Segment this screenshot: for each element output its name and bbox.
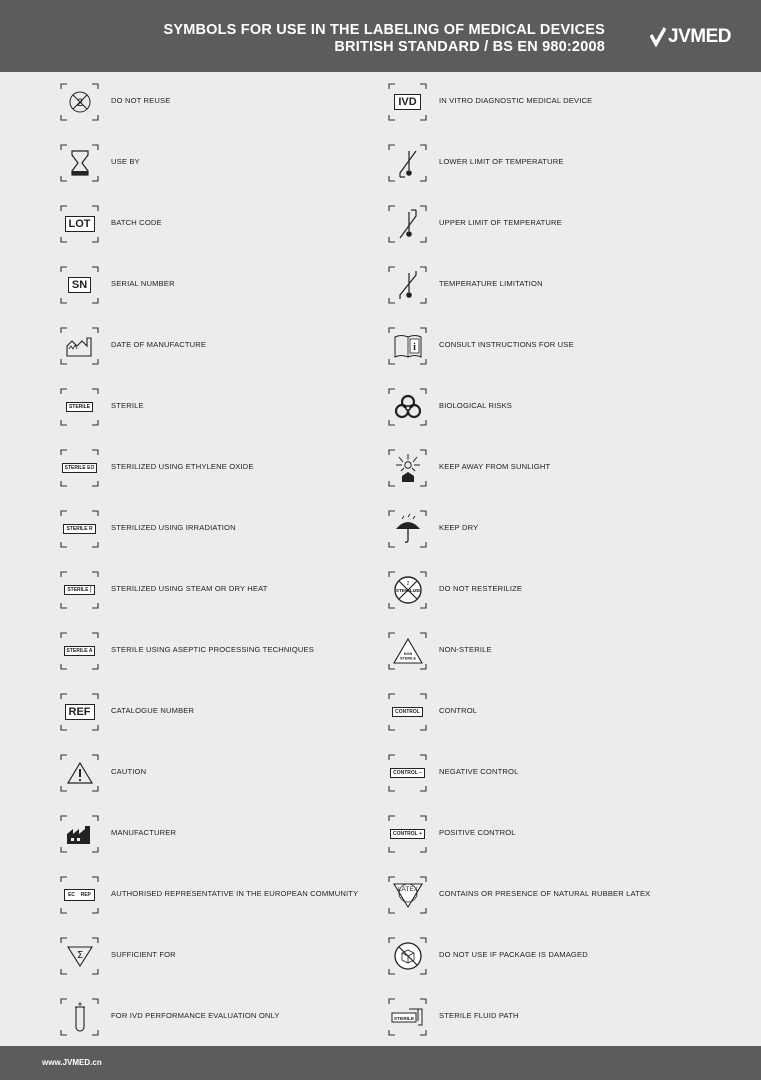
sterile-steam-icon: STERILE | [60,571,99,609]
book-info-icon [388,327,427,365]
symbol-entry [388,690,761,751]
symbol-entry [60,263,440,324]
damaged-package-icon [388,937,427,975]
symbol-entry [60,568,440,629]
symbol-entry [60,812,440,873]
control-icon: CONTROL [388,693,427,731]
right-symbol-column [388,80,761,1056]
symbol-label: CONTAINS OR PRESENCE OF NATURAL RUBBER LATEX [439,889,651,898]
ivd-icon: IVD [388,83,427,121]
svg-text:2: 2 [76,97,83,109]
lot-icon: LOT [60,205,99,243]
symbol-label: DO NOT USE IF PACKAGE IS DAMAGED [439,950,588,959]
svg-text:NON: NON [403,652,412,656]
svg-text:STERILIZE: STERILIZE [395,589,420,594]
symbol-label: BIOLOGICAL RISKS [439,401,513,410]
symbol-entry [60,934,440,995]
symbol-label: MANUFACTURER [111,828,177,837]
symbol-label: KEEP DRY [439,523,479,532]
footer-bar [0,1046,761,1080]
symbol-entry [388,751,761,812]
symbol-label: SUFFICIENT FOR [111,950,176,959]
sterile-fluid-path-icon [388,998,427,1036]
hourglass-icon [60,144,99,182]
header-titles [163,22,605,56]
symbol-entry [388,141,761,202]
header-bar [0,0,761,72]
symbol-label: STERILIZED USING IRRADIATION [111,523,236,532]
symbol-label: CATALOGUE NUMBER [111,706,195,715]
symbol-entry [388,629,761,690]
symbol-entry [388,202,761,263]
symbol-label: CAUTION [111,767,147,776]
thermo-limit-icon [388,266,427,304]
symbol-entry [388,812,761,873]
symbol-label: AUTHORISED REPRESENTATIVE IN THE EUROPEAN COMMUNITY [111,889,359,898]
logo-text: JVMED [668,26,731,47]
svg-text:LATEX: LATEX [397,886,418,893]
symbol-label: DATE OF MANUFACTURE [111,340,207,349]
symbol-entry [60,80,440,141]
sterile-a-icon: STERILE A [60,632,99,670]
symbol-label: TEMPERATURE LIMITATION [439,279,543,288]
symbol-entry [60,629,440,690]
do-not-reuse-icon [60,83,99,121]
symbol-label: CONSULT INSTRUCTIONS FOR USE [439,340,574,349]
symbol-entry [60,873,440,934]
factory-solid-icon [60,815,99,853]
thermo-lower-icon [388,144,427,182]
factory-outline-icon [60,327,99,365]
symbol-label: NON-STERILE [439,645,492,654]
symbol-label: UPPER LIMIT OF TEMPERATURE [439,218,562,227]
caution-icon [60,754,99,792]
ec-rep-icon: EC REP [60,876,99,914]
symbol-entry [60,751,440,812]
symbol-label: SERIAL NUMBER [111,279,175,288]
sn-icon: SN [60,266,99,304]
symbol-entry [388,80,761,141]
symbol-label: FOR IVD PERFORMANCE EVALUATION ONLY [111,1011,280,1020]
do-not-resterilize-icon [388,571,427,609]
symbol-label: STERILIZED USING STEAM OR DRY HEAT [111,584,268,593]
sunlight-icon [388,449,427,487]
biohazard-icon [388,388,427,426]
symbol-entry [388,507,761,568]
footer-url: www.JVMED.cn [42,1058,102,1067]
svg-text:i: i [412,342,416,353]
symbol-entry [60,507,440,568]
sterile-eo-icon: STERILE EO [60,449,99,487]
symbol-label: BATCH CODE [111,218,162,227]
symbol-label: KEEP AWAY FROM SUNLIGHT [439,462,551,471]
symbol-label: LOWER LIMIT OF TEMPERATURE [439,157,564,166]
svg-text:2: 2 [406,581,409,587]
symbol-entry [60,690,440,751]
symbol-label: DO NOT REUSE [111,96,171,105]
page-title: SYMBOLS FOR USE IN THE LABELING OF MEDICAL DEVICES [163,22,605,38]
logo [650,24,731,50]
symbol-label: STERILE [111,401,144,410]
umbrella-icon [388,510,427,548]
test-tube-icon [60,998,99,1036]
symbol-entry [60,324,440,385]
symbol-label: IN VITRO DIAGNOSTIC MEDICAL DEVICE [439,96,593,105]
sigma-icon [60,937,99,975]
control-neg-icon: CONTROL – [388,754,427,792]
symbol-entry [388,446,761,507]
thermo-upper-icon [388,205,427,243]
svg-text:Σ: Σ [76,950,83,961]
symbol-entry [388,568,761,629]
symbol-label: STERILIZED USING ETHYLENE OXIDE [111,462,254,471]
symbol-label: USE BY [111,157,140,166]
non-sterile-icon [388,632,427,670]
symbol-entry [388,873,761,934]
checkmark-icon [650,27,666,47]
symbol-label: STERILE USING ASEPTIC PROCESSING TECHNIQUES [111,645,314,654]
symbol-entry [388,324,761,385]
symbol-label: STERILE FLUID PATH [439,1011,519,1020]
symbol-entry [388,263,761,324]
symbol-label: POSITIVE CONTROL [439,828,516,837]
left-symbol-column [60,80,440,1056]
svg-text:STERILE: STERILE [393,1017,414,1022]
symbol-entry [60,202,440,263]
sterile-r-icon: STERILE R [60,510,99,548]
symbol-entry [388,934,761,995]
latex-icon [388,876,427,914]
sterile-icon: STERILE [60,388,99,426]
svg-text:STERILE: STERILE [399,656,416,661]
symbol-label: DO NOT RESTERILIZE [439,584,523,593]
symbol-label: NEGATIVE CONTROL [439,767,519,776]
ref-icon: REF [60,693,99,731]
symbol-entry [60,446,440,507]
symbol-entry [388,385,761,446]
symbol-entry [60,385,440,446]
symbol-label: CONTROL [439,706,478,715]
symbol-entry [60,141,440,202]
control-pos-icon: CONTROL + [388,815,427,853]
page-subtitle: BRITISH STANDARD / BS EN 980:2008 [334,39,605,55]
